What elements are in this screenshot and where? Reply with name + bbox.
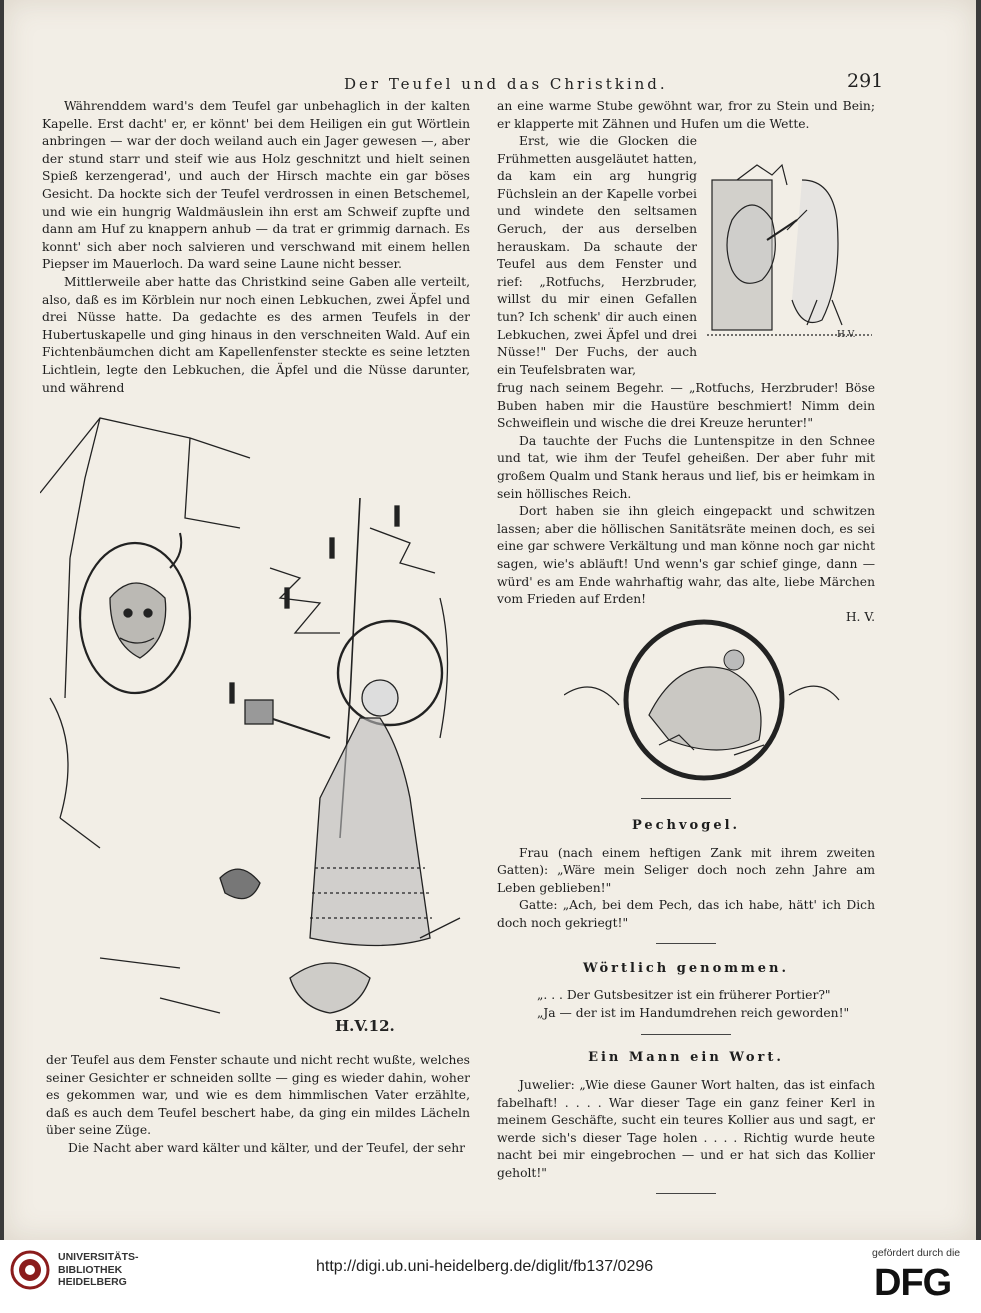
paragraph: Da tauchte der Fuchs die Luntenspitze in den Schnee und tat, wie ihm der Teufel geheißen. Der aber fuhr mit großem Qualm und Stank heraus und lief, bis er heimkam in sein höllisches Reich. xyxy=(497,433,875,501)
dfg-logo: DFG xyxy=(874,1262,952,1304)
illustration-signature: H.V.12. xyxy=(335,1017,395,1035)
paragraph: Dort haben sie ihn gleich eingepackt und schwitzen lassen; aber die höllischen Sanitätsräte meinen doch, es sei eine gar schwere Verkältung und man könne noch gar nicht sagen, wie's abläuft! Und wenn's gar schief ginge, dann — würd' es am Ende wahrhaftig wahr, das alte, liebe Märchen vom Frieden auf Erden! xyxy=(497,504,875,607)
anecdote-line: Juwelier: „Wie diese Gauner Wort halten, das ist einfach fabelhaft! . . . . War dieser Tage ein ganz feiner Kerl in meinem Geschäfte, sucht ein teures Kollier aus und sagt, er werde sich's dieser Tage holen . . . . Richtig wurde heute nacht bei mir eingebrochen — und er hat sich das Kollier geholt!" xyxy=(497,1077,875,1180)
paragraph: an eine warme Stube gewöhnt war, fror zu Stein und Bein; er klapperte mit Zähnen und Hufen um die Wette. xyxy=(497,99,875,131)
left-column-bottom xyxy=(46,1052,470,1158)
anecdote-title: Ein Mann ein Wort. xyxy=(588,1050,784,1066)
anecdote-title: Pechvogel. xyxy=(631,818,741,833)
source-url[interactable]: http://digi.ub.uni-heidelberg.de/diglit/fb137/0296 xyxy=(316,1258,654,1275)
round-vignette-illustration xyxy=(564,615,844,785)
institution-name: UNIVERSITÄTS- BIBLIOTHEK HEIDELBERG xyxy=(58,1251,139,1288)
author-signature: H. V. xyxy=(845,609,875,624)
paragraph: der Teufel aus dem Fenster schaute und nicht recht wußte, welches seiner Gesichter er schneiden sollte — ging es wieder dahin, woher es gekommen war, und wie es dem himmlischen Vater erzählte, daß es auch dem Teufel beschert habe, da ging ein mildes Lächeln über seine Züge. xyxy=(46,1053,470,1138)
footer xyxy=(0,1240,981,1313)
anecdote-line: Frau (nach einem heftigen Zank mit ihrem zweiten Gatten): „Wäre mein Seliger doch noch zehn Jahre am Leben geblieben!" xyxy=(497,845,875,895)
paragraph: Mittlerweile aber hatte das Christkind seine Gaben alle verteilt, also, daß es im Körblein nur noch einen Lebkuchen, zwei Äpfel und drei Nüsse hatte. Da gedachte es des armen Teufels in der Hubertuskapelle und ging hinaus in den verschneiten Wald. Auf ein Fichtenbäumchen dicht am Kapellenfenster steckte es seine letzten Lichtlein, legte den Lebkuchen, die Äpfel und die Nüsse darunter, und während xyxy=(42,274,470,395)
university-seal-icon xyxy=(10,1250,50,1290)
separator-rule xyxy=(656,943,716,944)
fox-illustration-signature: H.V. xyxy=(837,330,856,340)
anecdote-line: „. . . Der Gutsbesitzer ist ein früherer Portier?" xyxy=(537,988,831,1003)
paragraph: Erst, wie die Glocken die Frühmetten ausgeläutet hatten, da kam ein arg hungrig Füchslein an der Kapelle vorbei und windete den seltsamen Geruch, der aus derselben herauskam. Da schaute der Teufel aus dem Fenster und rief: „Rotfuchs, Herzbruder, willst du mir einen Gefallen tun? Ich schenk' dir auch einen Lebkuchen, zwei Äpfel und drei Nüsse!" Der Fuchs, der auch ein Teufelsbraten war, xyxy=(497,134,697,377)
right-column-continuation xyxy=(497,98,875,133)
anecdote-line: „Ja — der ist im Handumdrehen reich geworden!" xyxy=(537,1005,850,1020)
fox-devil-illustration xyxy=(707,160,877,355)
anecdotes xyxy=(497,798,875,1194)
separator-rule xyxy=(641,798,731,799)
paragraph: frug nach seinem Begehr. — „Rotfuchs, Herzbruder! Böse Buben haben mir die Haustüre beschmiert! Nimm dein Schweiflein und wische die drei Kreuze herunter!" xyxy=(497,381,875,431)
paragraph: Währenddem ward's dem Teufel gar unbehaglich in der kalten Kapelle. Erst dacht' er, er könnt' bei dem Heiligen ein gut Wörtlein anbringen — war der doch weiland auch ein Jager gewesen —, aber der stund starr und steif wie aus Holz geschnitzt und hielt seinen Spieß kerzengerad', und auch der Hirsch machte ein gar böses Gesicht. Da hockte sich der Teufel verdrossen in einen Betschemel, und wie ein hungrig Waldmäuslein ihn erst am Schweif zupfte und dann am Huf zu knappern anhub — da trat er grimmig darnach. Es konnt' sich aber noch salvieren und verschwand mit einem hellen Piepser im Mauerloch. Da ward seine Laune nicht besser. xyxy=(42,99,470,272)
left-column-top xyxy=(42,98,470,397)
funding-note: gefördert durch die xyxy=(872,1247,961,1259)
anecdote-title: Wörtlich genommen. xyxy=(582,960,790,976)
separator-rule xyxy=(656,1193,716,1194)
page-number: 291 xyxy=(847,70,884,92)
running-title: Der Teufel und das Christkind. xyxy=(344,75,668,93)
anecdote-line: Gatte: „Ach, bei dem Pech, das ich habe, hätt' ich Dich doch noch gekriegt!" xyxy=(497,898,875,930)
separator-rule xyxy=(641,1034,731,1035)
paragraph: Die Nacht aber ward kälter und kälter, und der Teufel, der sehr xyxy=(68,1140,466,1155)
scanned-page xyxy=(4,0,976,1240)
right-column-main xyxy=(497,380,875,626)
christkind-illustration xyxy=(40,398,470,1038)
right-column-beside-fox xyxy=(497,133,697,379)
